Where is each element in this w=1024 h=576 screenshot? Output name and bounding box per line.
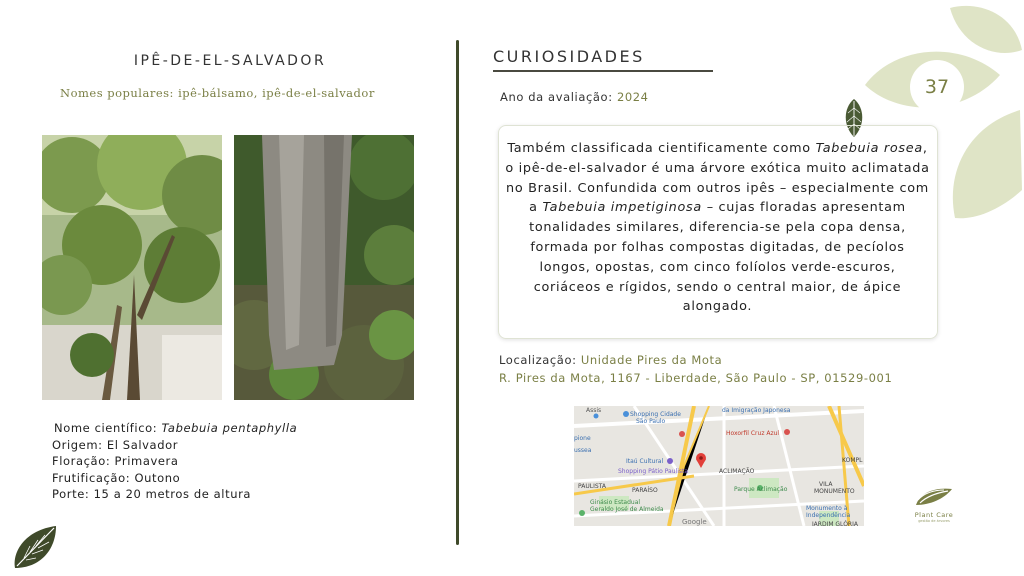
svg-text:Shopping Pátio Paulista: Shopping Pátio Paulista bbox=[618, 468, 689, 475]
species-info bbox=[52, 420, 297, 503]
address: R. Pires da Mota, 1167 - Liberdade, São Paulo - SP, 01529-001 bbox=[499, 371, 893, 385]
svg-text:Hoxorfil Cruz Azul: Hoxorfil Cruz Azul bbox=[726, 430, 780, 437]
logo-tagline: gestão de árvores bbox=[918, 519, 950, 523]
curiosities-title: CURIOSIDADES bbox=[493, 47, 645, 66]
svg-text:pione: pione bbox=[574, 435, 591, 442]
evaluation-year bbox=[500, 90, 649, 104]
fruiting-row: Frutificação: Outono bbox=[52, 470, 181, 485]
origin-row: Origem: El Salvador bbox=[52, 437, 179, 452]
svg-text:Shopping Cidade: Shopping Cidade bbox=[630, 411, 681, 418]
scientific-name-row bbox=[54, 420, 297, 437]
svg-text:Monumento à: Monumento à bbox=[806, 505, 848, 512]
svg-text:PARAÍSO: PARAÍSO bbox=[632, 487, 658, 494]
svg-text:MONUMENTO: MONUMENTO bbox=[814, 488, 855, 495]
svg-text:da Imigração Japonesa: da Imigração Japonesa bbox=[722, 407, 791, 414]
size-row: Porte: 15 a 20 metros de altura bbox=[52, 487, 252, 501]
tree-canopy-photo bbox=[42, 135, 222, 400]
page-number: 37 bbox=[924, 76, 950, 98]
svg-text:Geraldo José de Almeida: Geraldo José de Almeida bbox=[590, 506, 664, 513]
logo-name: Plant Care bbox=[914, 511, 954, 519]
year-label: Ano da avaliação: bbox=[500, 90, 617, 104]
location-block bbox=[499, 351, 892, 387]
svg-text:Ginásio Estadual: Ginásio Estadual bbox=[590, 499, 641, 506]
column-divider bbox=[456, 40, 459, 545]
svg-text:Itaú Cultural: Itaú Cultural bbox=[626, 458, 664, 465]
scientific-name-label: Nome científico: bbox=[54, 421, 162, 435]
title-underline bbox=[493, 70, 713, 72]
year-value: 2024 bbox=[616, 90, 649, 104]
logo-leaf-icon bbox=[914, 485, 954, 507]
svg-text:Parque Aclimação: Parque Aclimação bbox=[734, 486, 788, 493]
svg-text:Assis: Assis bbox=[586, 407, 602, 414]
leaf-icon bbox=[10, 522, 60, 572]
curiosity-text: Também classificada cientificamente como Tabebuia rosea, o ipê-de-el-salvador é uma árvore exótica muito aclimatada no Brasil. Confundida com outros ipês – especialmente com a Tabebuia impetiginosa – cujas floradas apresentam tonalidades similares, diferencia-se pela copa densa, formada por folhas compostas digitadas, de pecíolos longos, opostas, com cinco folíolos verde-escuros, coriáceos e rígidos, sendo o central maior, de ápice alongado. bbox=[505, 141, 930, 315]
svg-text:São Paulo: São Paulo bbox=[636, 418, 666, 425]
plant-care-logo bbox=[905, 485, 963, 523]
svg-text:JARDIM GLÓRIA: JARDIM GLÓRIA bbox=[812, 521, 858, 526]
species-title: IPÊ-DE-EL-SALVADOR bbox=[133, 53, 327, 69]
svg-text:VILA: VILA bbox=[819, 481, 833, 488]
tree-trunk-photo bbox=[234, 135, 414, 400]
svg-text:Google: Google bbox=[682, 518, 707, 526]
location-label: Localização: bbox=[499, 353, 581, 367]
svg-text:PAULISTA: PAULISTA bbox=[578, 483, 606, 490]
svg-text:ussea: ussea bbox=[574, 447, 592, 454]
location-value: Unidade Pires da Mota bbox=[580, 353, 723, 367]
popular-names: Nomes populares: ipê-bálsamo, ipê-de-el-salvador bbox=[60, 86, 375, 100]
location-map[interactable] bbox=[574, 406, 864, 526]
svg-text:Independência: Independência bbox=[806, 512, 851, 519]
svg-text:ACLIMAÇÃO: ACLIMAÇÃO bbox=[719, 468, 755, 475]
location-row bbox=[499, 351, 892, 369]
scientific-name-value: Tabebuia pentaphylla bbox=[161, 421, 298, 435]
svg-text:KOMPL: KOMPL bbox=[842, 457, 863, 464]
flowering-row: Floração: Primavera bbox=[52, 454, 179, 468]
